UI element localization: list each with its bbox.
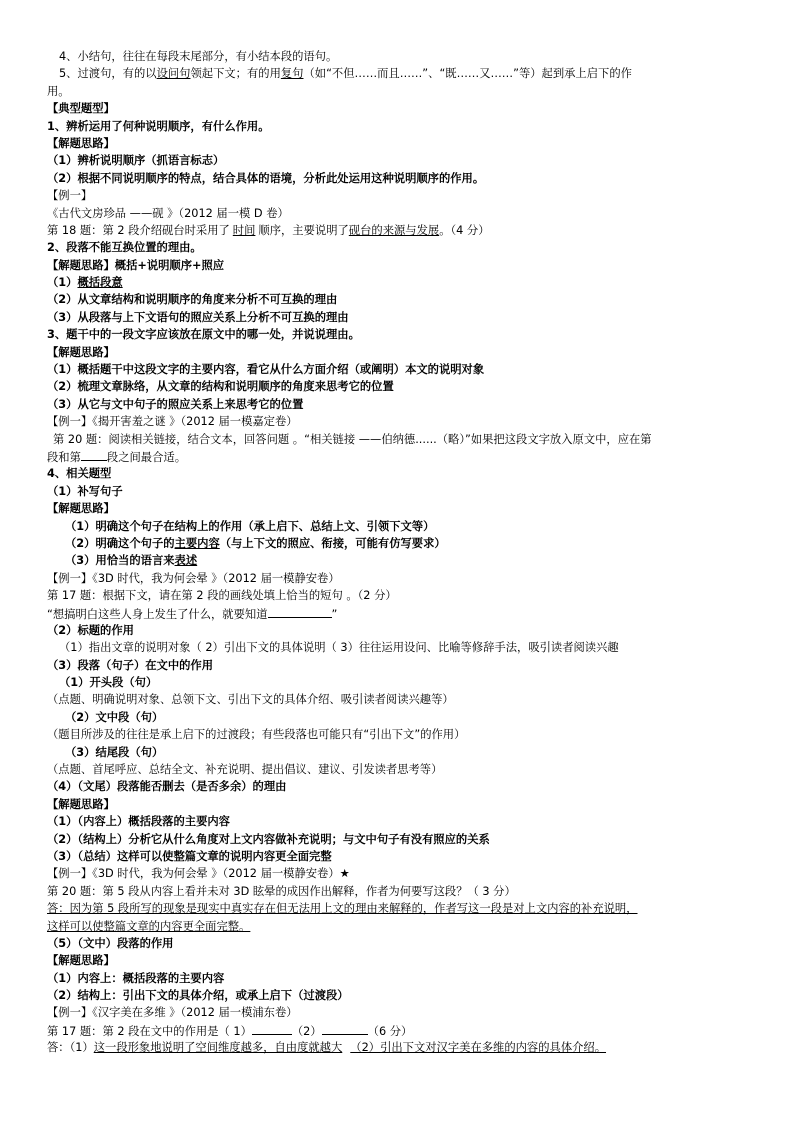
- subsection-heading: （3）段落（句子）在文中的作用: [47, 658, 214, 672]
- example-label: 【例一】: [47, 189, 93, 203]
- example-label: 【例一】《3D 时代，我为何会晕 》（2012 届一模静安卷）: [47, 571, 340, 585]
- text-line: 第 18 题：第 2 段介绍砚台时采用了 时间 顺序，主要说明了砚台的来源与发展。（4 分）: [47, 223, 490, 237]
- answer-blank: [268, 605, 332, 618]
- text-line: “想搞明白这些人身上发生了什么，就要知道 ”: [47, 605, 747, 622]
- text-line: （题目所涉及的往往是承上启下的过渡段；有些段落也可能只有“引出下文”的作用）: [47, 728, 466, 742]
- text-line: （3）用恰当的语言来表述: [65, 554, 198, 568]
- text-line: （1）辨析说明顺序（抓语言标志）: [47, 154, 225, 168]
- text-line: （2）明确这个句子的主要内容（与上下文的照应、衔接，可能有仿写要求）: [65, 536, 446, 550]
- text-line: （1）概括题干中这段文字的主要内容，看它从什么方面介绍（或阐明）本文的说明对象: [47, 363, 485, 377]
- text-line: （点题、明确说明对象、总领下文、引出下文的具体介绍、吸引读者阅读兴趣等）: [47, 693, 454, 707]
- answer-line: 这样可以使整篇文章的内容更全面完整。: [47, 919, 251, 933]
- section-heading: 【解题思路】: [47, 345, 115, 359]
- answer-line: 答：因为第 5 段所写的现象是现实中真实存在但无法用上文的理由来解释的，作者写这一段是对上文内容的补充说明，: [47, 902, 638, 916]
- section-heading: 【解题思路】: [47, 502, 115, 516]
- example-label: 【例一】《汉字美在多维 》（2012 届一模浦东卷）: [47, 1006, 298, 1020]
- answer-line: 答：（1）这一段形象地说明了空间维度越多，自由度就越大 （2）引出下文对汉字美在多维的内容的具体介绍。: [47, 1041, 607, 1055]
- section-heading: 【解题思路】: [47, 136, 115, 150]
- subsection-heading: （2）标题的作用: [47, 623, 134, 637]
- text-line: 4、小结句，往往在每段末尾部分，有小结本段的语句。: [59, 50, 338, 63]
- question-type-heading: 2、段落不能互换位置的理由。: [47, 241, 202, 255]
- section-heading: 【典型题型】: [47, 102, 115, 116]
- text-line: （2）文中段（句）: [65, 710, 164, 724]
- answer-blank: [252, 1022, 292, 1035]
- text-line: （3）从它与文中句子的照应关系上来思考它的位置: [47, 397, 304, 411]
- example-label: 【例一】《揭开害羞之谜 》（2012 届一模嘉定卷）: [47, 415, 298, 429]
- text-line: （1）概括段意: [47, 276, 123, 290]
- text-line: （2）根据不同说明顺序的特点，结合具体的语境，分析此处运用这种说明顺序的作用。: [47, 171, 485, 185]
- question-type-heading: 4、相关题型: [47, 467, 112, 481]
- text-line: （2）从文章结构和说明顺序的角度来分析不可互换的理由: [47, 293, 338, 307]
- subsection-heading: （5）（文中）段落的作用: [47, 936, 174, 950]
- text-line: （3）结尾段（句）: [65, 745, 164, 759]
- answer-blank: [81, 448, 107, 461]
- example-label: 【例一】《3D 时代，我为何会晕 》（2012 届一模静安卷）★: [47, 867, 350, 881]
- text-line: （1）开头段（句）: [59, 676, 158, 690]
- question-type-heading: 1、辨析运用了何种说明顺序，有什么作用。: [47, 119, 270, 133]
- text-line: 第 17 题：第 2 段在文中的作用是（ 1） （2） （6 分）: [47, 1022, 747, 1039]
- section-heading: 【解题思路】: [47, 797, 115, 811]
- question-type-heading: 3、题干中的一段文字应该放在原文中的哪一处，并说说理由。: [47, 328, 360, 342]
- text-line: （2）结构上：引出下文的具体介绍，或承上启下（过渡段）: [47, 989, 349, 1003]
- section-heading: 【解题思路】: [47, 954, 115, 968]
- document-page: [47, 48, 747, 1057]
- text-line: 第 17 题：根据下文，请在第 2 段的画线处填上恰当的短句 。（2 分）: [47, 589, 397, 603]
- text-line: （2）（结构上）分析它从什么角度对上文内容做补充说明；与文中句子有没有照应的关系: [47, 832, 490, 846]
- text-line: （1）内容上：概括段落的主要内容: [47, 971, 225, 985]
- section-heading: 【解题思路】概括+说明顺序+照应: [47, 258, 225, 272]
- text-line: （1）明确这个句子在结构上的作用（承上启下、总结上文、引领下文等）: [65, 519, 435, 533]
- subsection-heading: （4）（文尾）段落能否删去（是否多余）的理由: [47, 780, 287, 794]
- text-line: 《古代文房珍品 ——砚 》（2012 届一模 D 卷）: [47, 206, 289, 220]
- text-line: （3）从段落与上下文语句的照应关系上分析不可互换的理由: [47, 310, 349, 324]
- text-line: 5、过渡句，有的以设问句领起下文；有的用复句（如“不但……而且……”、“既……又……”等）起到承上启下的作: [59, 67, 632, 81]
- text-line: （3）（总结）这样可以使整篇文章的说明内容更全面完整: [47, 849, 332, 863]
- text-line: （1）（内容上）概括段落的主要内容: [47, 815, 230, 829]
- text-line: （点题、首尾呼应、总结全文、补充说明、提出倡议、建议、引发读者思考等）: [47, 763, 443, 777]
- text-line: 第 20 题：第 5 段从内容上看并未对 3D 眩晕的成因作出解释，作者为何要写这段？（ 3 分）: [47, 884, 516, 898]
- answer-blank: [322, 1022, 368, 1035]
- text-line: 第 20 题：阅读相关链接，结合文本，回答问题 。“相关链接 ——伯纳德......（略）”如果把这段文字放入原文中，应在第: [53, 432, 652, 446]
- text-line: 段和第 段之间最合适。: [47, 448, 747, 465]
- text-line: （1）补写句子: [47, 484, 123, 498]
- text-line: 用。: [47, 84, 70, 98]
- text-line: （1）指出文章的说明对象（ 2）引出下文的具体说明（ 3）往往运用设问、比喻等修辞手法，吸引读者阅读兴趣: [59, 641, 619, 655]
- text-line: （2）梳理文章脉络，从文章的结构和说明顺序的角度来思考它的位置: [47, 380, 394, 394]
